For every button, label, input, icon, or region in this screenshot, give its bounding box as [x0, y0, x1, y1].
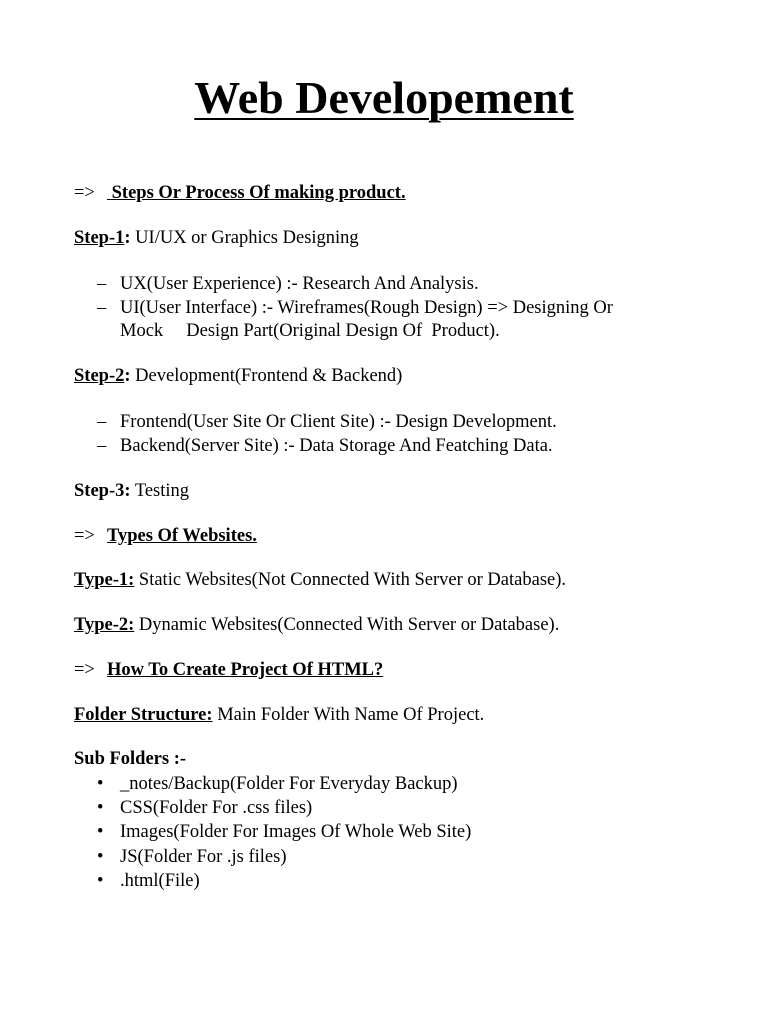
list-item-continuation: Mock Design Part(Original Design Of Product). — [120, 321, 500, 341]
type-1-label: Type-1: — [74, 570, 135, 590]
step-1-colon: : — [124, 228, 131, 248]
type-2-label: Type-2: — [74, 615, 135, 635]
list-item-text: Backend(Server Site) :- Data Storage And Featching Data. — [120, 436, 553, 456]
arrow-marker: => — [74, 660, 95, 680]
list-item-text: CSS(Folder For .css files) — [120, 798, 313, 818]
list-item-text: _notes/Backup(Folder For Everyday Backup) — [120, 774, 458, 794]
arrow-marker: => — [74, 526, 95, 546]
type-1-text: Static Websites(Not Connected With Server or Database). — [134, 570, 567, 590]
arrow-marker: => — [74, 183, 95, 203]
types-heading-text: Types Of Websites. — [107, 526, 257, 546]
type-1 — [74, 568, 566, 592]
step-1-text: UI/UX or Graphics Designing — [130, 228, 359, 248]
list-item — [97, 296, 613, 320]
bullet-marker: • — [97, 774, 104, 794]
step-2 — [74, 364, 402, 388]
step-3-label: Step-3: — [74, 481, 131, 501]
list-item — [97, 820, 471, 844]
type-2-text: Dynamic Websites(Connected With Server or Database). — [134, 615, 560, 635]
folder-structure-label: Folder Structure: — [74, 705, 213, 725]
type-2 — [74, 613, 559, 637]
list-item-text: Frontend(User Site Or Client Site) :- Design Development. — [120, 412, 557, 432]
html-heading — [74, 658, 383, 682]
list-item-text: .html(File) — [120, 871, 200, 891]
bullet-marker: • — [97, 847, 104, 867]
list-item — [97, 772, 458, 796]
page-title: Web Developement — [194, 72, 574, 123]
step-3-text: Testing — [130, 481, 190, 501]
sub-folders-label: Sub Folders :- — [74, 749, 187, 769]
step-1 — [74, 226, 359, 250]
dash-marker: – — [97, 298, 107, 318]
list-item — [97, 272, 479, 296]
list-item — [97, 845, 287, 869]
step-1-label: Step-1 — [74, 228, 125, 248]
folder-structure-text: Main Folder With Name Of Project. — [212, 705, 485, 725]
bullet-marker: • — [97, 822, 104, 842]
list-item-text: JS(Folder For .js files) — [120, 847, 287, 867]
sub-folders-heading — [74, 747, 186, 771]
list-item-text: UX(User Experience) :- Research And Analysis. — [120, 274, 479, 294]
bullet-marker: • — [97, 871, 104, 891]
step-2-text: Development(Frontend & Backend) — [130, 366, 403, 386]
folder-structure — [74, 703, 484, 727]
steps-heading-text: Steps Or Process Of making product. — [107, 183, 406, 203]
dash-marker: – — [97, 412, 107, 432]
dash-marker: – — [97, 274, 107, 294]
list-item — [97, 796, 312, 820]
html-heading-text: How To Create Project Of HTML? — [107, 660, 384, 680]
types-heading — [74, 524, 257, 548]
dash-marker: – — [97, 436, 107, 456]
list-item-text: UI(User Interface) :- Wireframes(Rough Design) => Designing Or — [120, 298, 613, 318]
list-item — [97, 410, 557, 434]
step-3 — [74, 479, 189, 503]
steps-heading — [74, 181, 406, 205]
bullet-marker: • — [97, 798, 104, 818]
list-item — [97, 434, 553, 458]
step-2-label: Step-2 — [74, 366, 125, 386]
list-item-text: Images(Folder For Images Of Whole Web Site) — [120, 822, 472, 842]
step-2-colon: : — [124, 366, 131, 386]
list-item — [97, 869, 200, 893]
